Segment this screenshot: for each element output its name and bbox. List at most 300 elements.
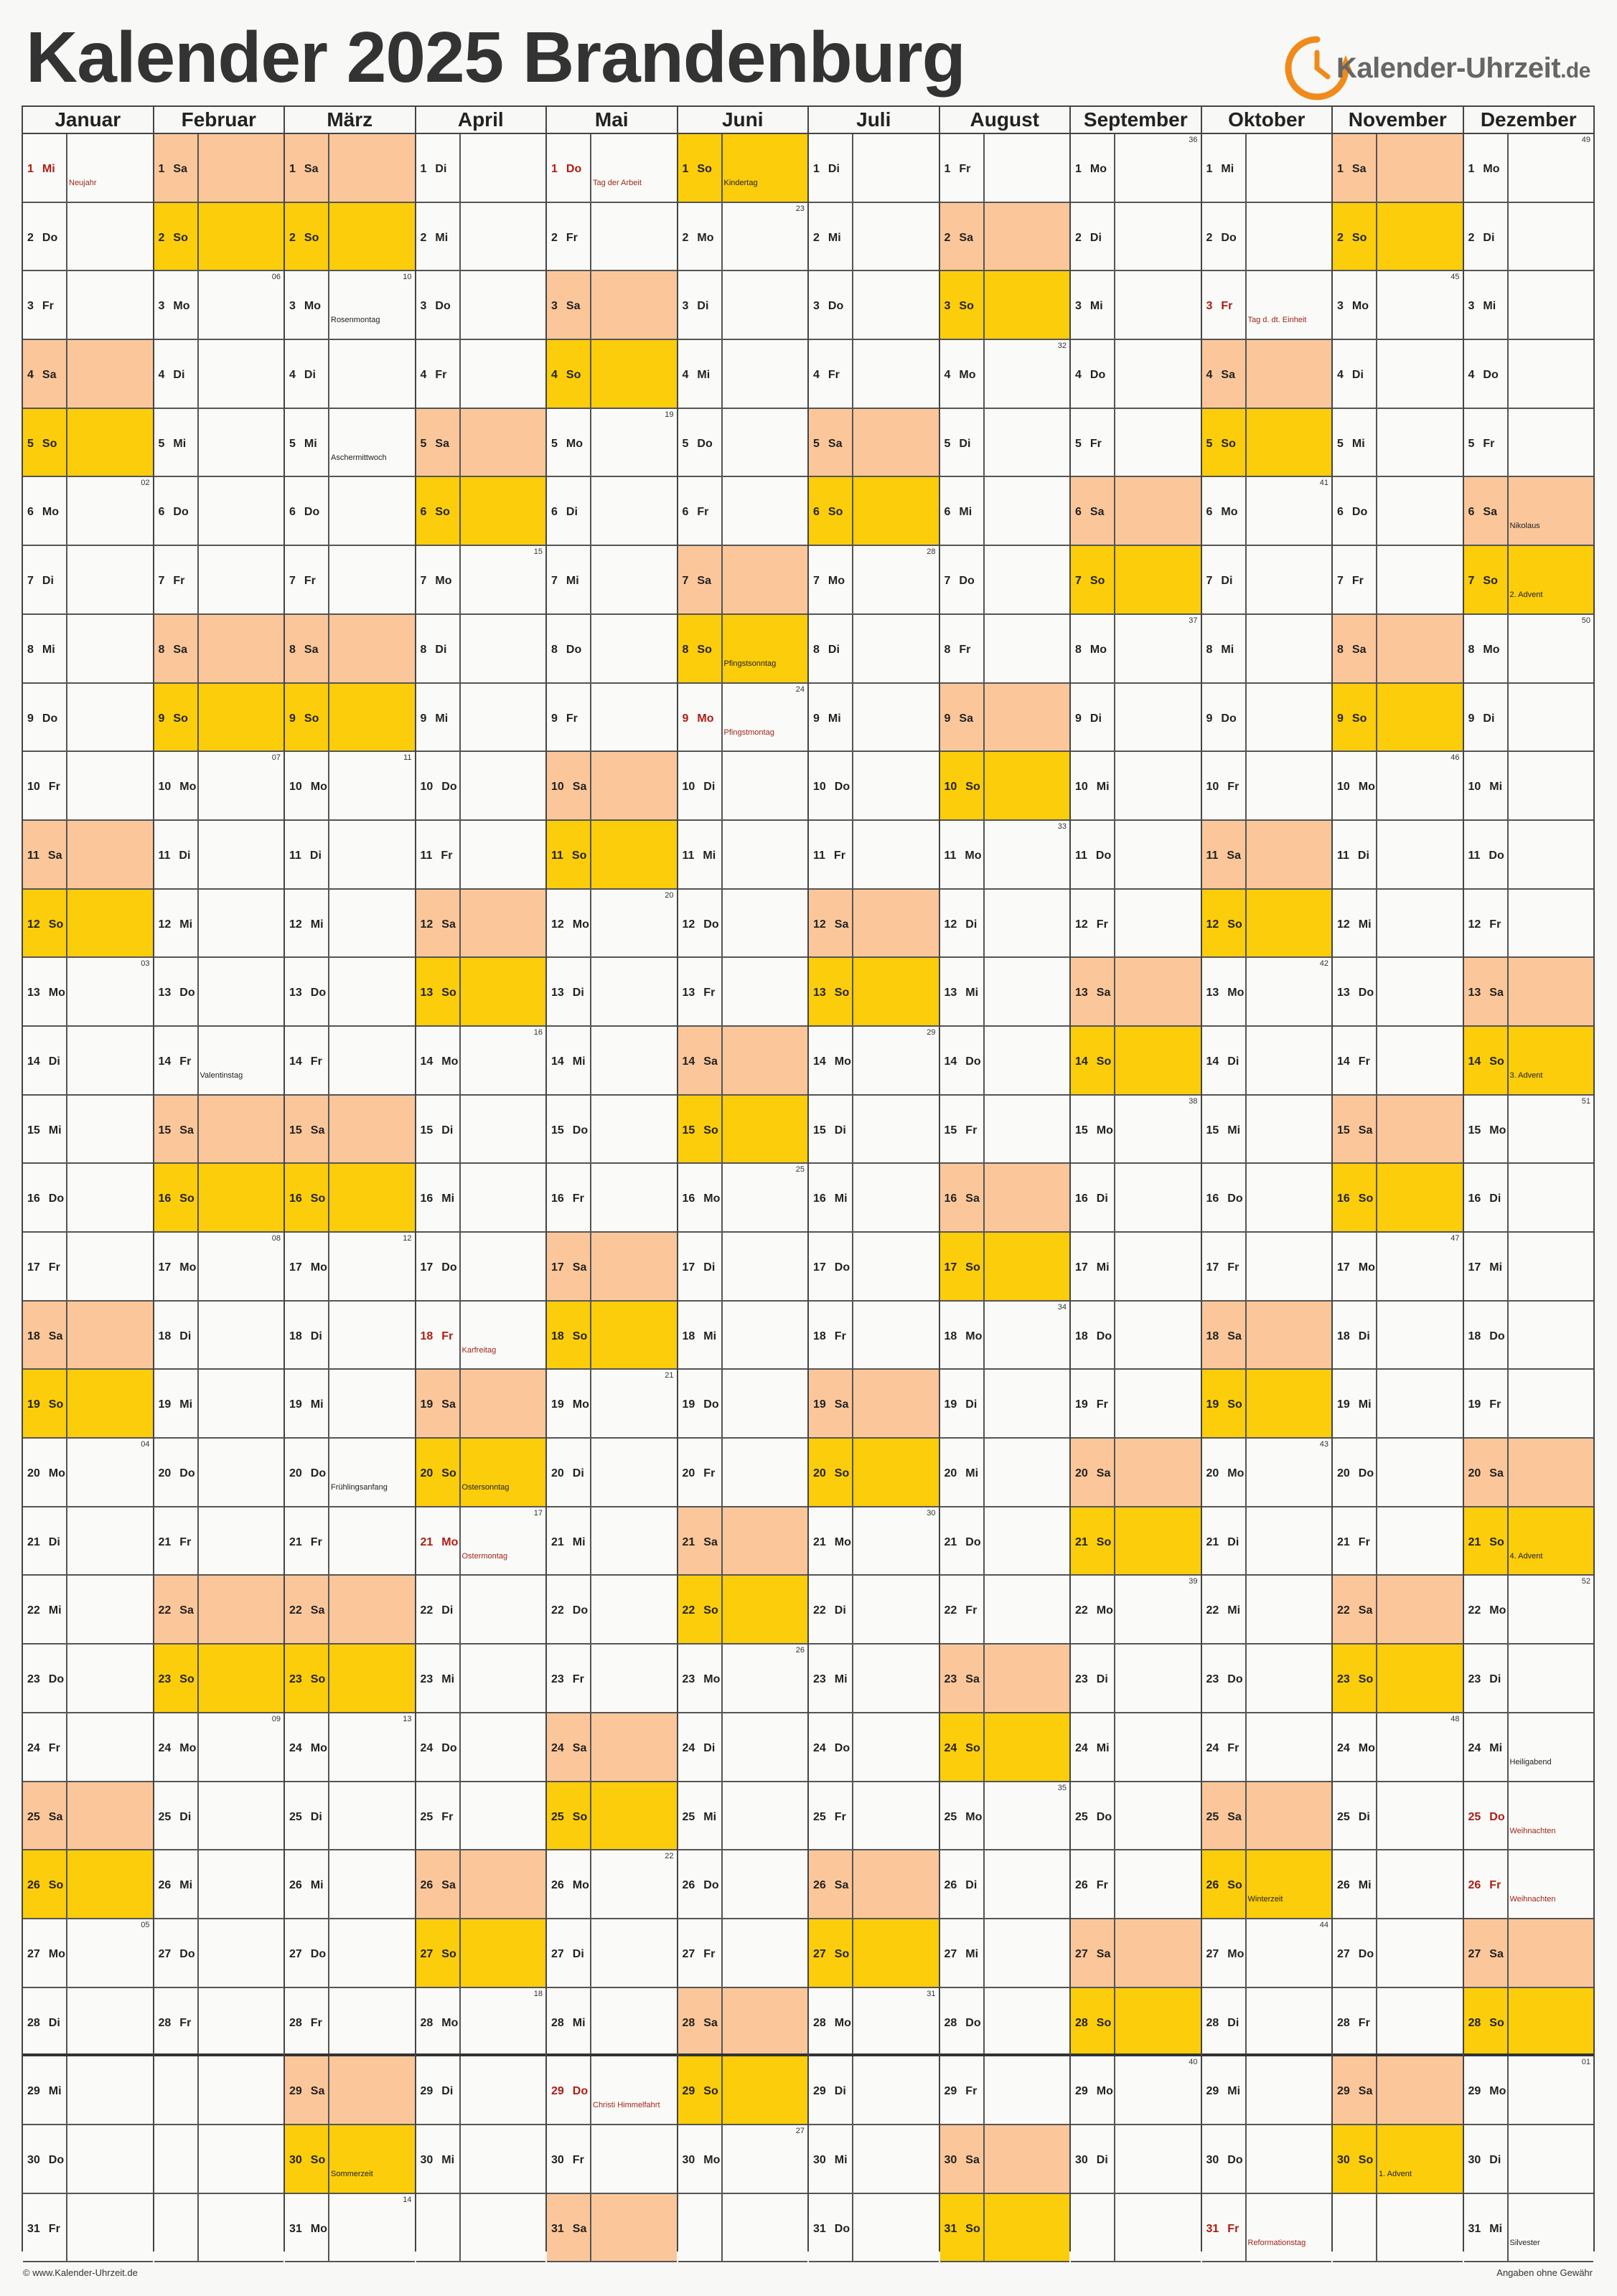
day-cell[interactable]: [285, 1027, 415, 1096]
day-cell[interactable]: [547, 1302, 677, 1370]
day-cell[interactable]: [940, 1027, 1070, 1096]
day-cell[interactable]: [809, 546, 939, 615]
day-cell[interactable]: [1071, 1919, 1201, 1988]
day-cell[interactable]: [678, 1988, 808, 2057]
day-cell[interactable]: [1202, 1164, 1332, 1233]
day-cell[interactable]: [1202, 1713, 1332, 1782]
day-cell[interactable]: [678, 1233, 808, 1302]
day-cell[interactable]: [1202, 546, 1332, 615]
day-cell[interactable]: [285, 1096, 415, 1165]
day-cell[interactable]: [1464, 340, 1594, 409]
day-cell[interactable]: [1464, 615, 1594, 684]
day-cell[interactable]: [23, 203, 153, 272]
day-cell[interactable]: [1333, 1096, 1463, 1165]
day-cell[interactable]: [809, 477, 939, 546]
day-cell[interactable]: [1333, 340, 1463, 409]
day-cell[interactable]: [285, 477, 415, 546]
day-cell[interactable]: [154, 409, 284, 478]
day-cell[interactable]: [1071, 821, 1201, 890]
day-cell[interactable]: [285, 752, 415, 821]
day-cell[interactable]: [23, 1164, 153, 1233]
day-cell[interactable]: [940, 2125, 1070, 2194]
day-cell[interactable]: [1333, 1233, 1463, 1302]
day-cell[interactable]: [23, 2125, 153, 2194]
day-cell[interactable]: [940, 752, 1070, 821]
day-cell[interactable]: [23, 1645, 153, 1713]
day-cell[interactable]: [678, 890, 808, 959]
day-cell[interactable]: [809, 821, 939, 890]
day-cell[interactable]: [547, 958, 677, 1027]
day-cell[interactable]: [416, 2056, 546, 2125]
day-cell[interactable]: [416, 890, 546, 959]
day-cell[interactable]: [547, 684, 677, 753]
day-cell[interactable]: [1333, 2125, 1463, 2194]
day-cell[interactable]: [416, 1233, 546, 1302]
day-cell[interactable]: [416, 684, 546, 753]
day-cell[interactable]: [1333, 1645, 1463, 1713]
day-cell[interactable]: [547, 546, 677, 615]
day-cell[interactable]: [809, 409, 939, 478]
day-cell[interactable]: [154, 615, 284, 684]
day-cell[interactable]: [1464, 684, 1594, 753]
day-cell[interactable]: [809, 203, 939, 272]
day-cell[interactable]: [416, 1713, 546, 1782]
day-cell[interactable]: [416, 1645, 546, 1713]
day-cell[interactable]: [809, 1645, 939, 1713]
day-cell[interactable]: [1202, 1370, 1332, 1439]
day-cell[interactable]: [285, 2056, 415, 2125]
day-cell[interactable]: [1071, 1027, 1201, 1096]
day-cell[interactable]: [1333, 1439, 1463, 1507]
day-cell[interactable]: [547, 615, 677, 684]
day-cell[interactable]: [416, 477, 546, 546]
day-cell[interactable]: [285, 271, 415, 340]
day-cell[interactable]: [1333, 752, 1463, 821]
day-cell[interactable]: [285, 340, 415, 409]
day-cell[interactable]: [1202, 615, 1332, 684]
day-cell[interactable]: [154, 1096, 284, 1165]
day-cell[interactable]: [416, 1302, 546, 1370]
day-cell[interactable]: [940, 134, 1070, 203]
day-cell[interactable]: [940, 1850, 1070, 1919]
day-cell[interactable]: [1464, 477, 1594, 546]
day-cell[interactable]: [1464, 1233, 1594, 1302]
logo[interactable]: [1278, 29, 1590, 108]
day-cell[interactable]: [1071, 752, 1201, 821]
day-cell[interactable]: [1333, 477, 1463, 546]
day-cell[interactable]: [678, 1164, 808, 1233]
day-cell[interactable]: [1202, 1988, 1332, 2057]
day-cell[interactable]: [416, 1439, 546, 1507]
day-cell[interactable]: [547, 1370, 677, 1439]
day-cell[interactable]: [678, 1645, 808, 1713]
day-cell[interactable]: [1202, 1507, 1332, 1576]
day-cell[interactable]: [940, 958, 1070, 1027]
day-cell[interactable]: [1464, 2194, 1594, 2263]
day-cell[interactable]: [547, 2194, 677, 2263]
day-cell[interactable]: [1464, 1645, 1594, 1713]
day-cell[interactable]: [1464, 752, 1594, 821]
day-cell[interactable]: [1071, 1645, 1201, 1713]
day-cell[interactable]: [1071, 409, 1201, 478]
day-cell[interactable]: [809, 1302, 939, 1370]
day-cell[interactable]: [285, 821, 415, 890]
day-cell[interactable]: [1071, 2125, 1201, 2194]
day-cell[interactable]: [809, 2056, 939, 2125]
day-cell[interactable]: [285, 1713, 415, 1782]
day-cell[interactable]: [1071, 271, 1201, 340]
day-cell[interactable]: [809, 2194, 939, 2263]
day-cell[interactable]: [1333, 134, 1463, 203]
day-cell[interactable]: [547, 203, 677, 272]
day-cell[interactable]: [940, 1096, 1070, 1165]
day-cell[interactable]: [1333, 684, 1463, 753]
day-cell[interactable]: [678, 1439, 808, 1507]
day-cell[interactable]: [285, 958, 415, 1027]
day-cell[interactable]: [678, 1850, 808, 1919]
day-cell[interactable]: [547, 271, 677, 340]
day-cell[interactable]: [940, 1988, 1070, 2057]
day-cell[interactable]: [809, 890, 939, 959]
day-cell[interactable]: [1071, 546, 1201, 615]
day-cell[interactable]: [1202, 752, 1332, 821]
day-cell[interactable]: [1202, 1439, 1332, 1507]
day-cell[interactable]: [547, 1027, 677, 1096]
day-cell[interactable]: [1071, 890, 1201, 959]
day-cell[interactable]: [1464, 203, 1594, 272]
day-cell[interactable]: [940, 1576, 1070, 1645]
day-cell[interactable]: [1202, 271, 1332, 340]
day-cell[interactable]: [416, 1164, 546, 1233]
day-cell[interactable]: [940, 271, 1070, 340]
day-cell[interactable]: [1202, 1919, 1332, 1988]
day-cell[interactable]: [23, 409, 153, 478]
day-cell[interactable]: [416, 752, 546, 821]
day-cell[interactable]: [809, 134, 939, 203]
day-cell[interactable]: [809, 1027, 939, 1096]
day-cell[interactable]: [678, 2125, 808, 2194]
day-cell[interactable]: [1333, 1027, 1463, 1096]
day-cell[interactable]: [809, 752, 939, 821]
day-cell[interactable]: [678, 409, 808, 478]
day-cell[interactable]: [285, 890, 415, 959]
day-cell[interactable]: [809, 684, 939, 753]
day-cell[interactable]: [809, 1439, 939, 1507]
day-cell[interactable]: [23, 271, 153, 340]
day-cell[interactable]: [940, 2056, 1070, 2125]
day-cell[interactable]: [154, 134, 284, 203]
day-cell[interactable]: [23, 1027, 153, 1096]
day-cell[interactable]: [940, 1370, 1070, 1439]
day-cell[interactable]: [1202, 340, 1332, 409]
day-cell[interactable]: [1464, 1302, 1594, 1370]
day-cell[interactable]: [940, 1645, 1070, 1713]
day-cell[interactable]: [1202, 1027, 1332, 1096]
day-cell[interactable]: [1071, 1576, 1201, 1645]
day-cell[interactable]: [1071, 1782, 1201, 1851]
day-cell[interactable]: [1202, 821, 1332, 890]
day-cell[interactable]: [285, 134, 415, 203]
day-cell[interactable]: [1464, 134, 1594, 203]
day-cell[interactable]: [1464, 1507, 1594, 1576]
day-cell[interactable]: [416, 203, 546, 272]
day-cell[interactable]: [154, 890, 284, 959]
day-cell[interactable]: [1464, 890, 1594, 959]
day-cell[interactable]: [154, 684, 284, 753]
day-cell[interactable]: [154, 546, 284, 615]
day-cell[interactable]: [678, 1370, 808, 1439]
day-cell[interactable]: [1464, 1027, 1594, 1096]
day-cell[interactable]: [1202, 2056, 1332, 2125]
day-cell[interactable]: [285, 1302, 415, 1370]
day-cell[interactable]: [1333, 2056, 1463, 2125]
day-cell[interactable]: [285, 1233, 415, 1302]
day-cell[interactable]: [416, 2125, 546, 2194]
day-cell[interactable]: [1071, 1370, 1201, 1439]
day-cell[interactable]: [23, 890, 153, 959]
day-cell[interactable]: [547, 752, 677, 821]
day-cell[interactable]: [678, 477, 808, 546]
day-cell[interactable]: [1464, 2125, 1594, 2194]
day-cell[interactable]: [416, 409, 546, 478]
day-cell[interactable]: [809, 1713, 939, 1782]
day-cell[interactable]: [154, 821, 284, 890]
day-cell[interactable]: [285, 203, 415, 272]
day-cell[interactable]: [416, 1507, 546, 1576]
day-cell[interactable]: [23, 1919, 153, 1988]
day-cell[interactable]: [154, 1919, 284, 1988]
day-cell[interactable]: [809, 1988, 939, 2057]
day-cell[interactable]: [1202, 2125, 1332, 2194]
day-cell[interactable]: [285, 1782, 415, 1851]
day-cell[interactable]: [285, 546, 415, 615]
day-cell[interactable]: [547, 1233, 677, 1302]
day-cell[interactable]: [940, 477, 1070, 546]
day-cell[interactable]: [1333, 409, 1463, 478]
day-cell[interactable]: [1333, 1370, 1463, 1439]
day-cell[interactable]: [154, 1988, 284, 2057]
day-cell[interactable]: [1464, 1164, 1594, 1233]
day-cell[interactable]: [416, 1782, 546, 1851]
day-cell[interactable]: [547, 1782, 677, 1851]
day-cell[interactable]: [154, 1850, 284, 1919]
day-cell[interactable]: [547, 1576, 677, 1645]
day-cell[interactable]: [1071, 958, 1201, 1027]
day-cell[interactable]: [1333, 1988, 1463, 2057]
day-cell[interactable]: [678, 134, 808, 203]
day-cell[interactable]: [678, 1096, 808, 1165]
day-cell[interactable]: [154, 958, 284, 1027]
day-cell[interactable]: [547, 340, 677, 409]
day-cell[interactable]: [1071, 477, 1201, 546]
day-cell[interactable]: [1202, 1645, 1332, 1713]
day-cell[interactable]: [1071, 203, 1201, 272]
day-cell[interactable]: [1202, 1576, 1332, 1645]
day-cell[interactable]: [285, 2125, 415, 2194]
day-cell[interactable]: [154, 1370, 284, 1439]
day-cell[interactable]: [547, 1988, 677, 2057]
day-cell[interactable]: [416, 615, 546, 684]
day-cell[interactable]: [1071, 615, 1201, 684]
day-cell[interactable]: [809, 1096, 939, 1165]
day-cell[interactable]: [416, 1576, 546, 1645]
day-cell[interactable]: [23, 615, 153, 684]
day-cell[interactable]: [23, 684, 153, 753]
day-cell[interactable]: [1202, 1850, 1332, 1919]
day-cell[interactable]: [1202, 2194, 1332, 2263]
day-cell[interactable]: [416, 1096, 546, 1165]
day-cell[interactable]: [1333, 615, 1463, 684]
day-cell[interactable]: [1071, 1439, 1201, 1507]
day-cell[interactable]: [1071, 1988, 1201, 2057]
day-cell[interactable]: [678, 752, 808, 821]
day-cell[interactable]: [1071, 2056, 1201, 2125]
day-cell[interactable]: [23, 752, 153, 821]
day-cell[interactable]: [940, 1164, 1070, 1233]
day-cell[interactable]: [809, 1850, 939, 1919]
day-cell[interactable]: [678, 271, 808, 340]
day-cell[interactable]: [154, 340, 284, 409]
day-cell[interactable]: [1464, 1850, 1594, 1919]
day-cell[interactable]: [940, 2194, 1070, 2263]
day-cell[interactable]: [1464, 1782, 1594, 1851]
day-cell[interactable]: [23, 2056, 153, 2125]
day-cell[interactable]: [1464, 1439, 1594, 1507]
day-cell[interactable]: [23, 1507, 153, 1576]
day-cell[interactable]: [285, 409, 415, 478]
day-cell[interactable]: [809, 615, 939, 684]
day-cell[interactable]: [285, 1164, 415, 1233]
day-cell[interactable]: [416, 821, 546, 890]
day-cell[interactable]: [23, 1713, 153, 1782]
day-cell[interactable]: [809, 1782, 939, 1851]
day-cell[interactable]: [940, 1233, 1070, 1302]
day-cell[interactable]: [154, 1507, 284, 1576]
day-cell[interactable]: [416, 958, 546, 1027]
day-cell[interactable]: [23, 1439, 153, 1507]
day-cell[interactable]: [547, 1096, 677, 1165]
day-cell[interactable]: [23, 1302, 153, 1370]
day-cell[interactable]: [678, 1713, 808, 1782]
day-cell[interactable]: [678, 1302, 808, 1370]
day-cell[interactable]: [940, 203, 1070, 272]
day-cell[interactable]: [23, 1096, 153, 1165]
day-cell[interactable]: [547, 2125, 677, 2194]
day-cell[interactable]: [1464, 1919, 1594, 1988]
day-cell[interactable]: [1202, 1233, 1332, 1302]
day-cell[interactable]: [809, 1164, 939, 1233]
day-cell[interactable]: [154, 271, 284, 340]
day-cell[interactable]: [1071, 1713, 1201, 1782]
day-cell[interactable]: [678, 1507, 808, 1576]
day-cell[interactable]: [23, 134, 153, 203]
day-cell[interactable]: [1464, 271, 1594, 340]
day-cell[interactable]: [285, 684, 415, 753]
day-cell[interactable]: [1071, 1233, 1201, 1302]
day-cell[interactable]: [940, 1782, 1070, 1851]
day-cell[interactable]: [547, 890, 677, 959]
day-cell[interactable]: [1071, 1164, 1201, 1233]
day-cell[interactable]: [678, 340, 808, 409]
day-cell[interactable]: [1071, 1302, 1201, 1370]
day-cell[interactable]: [678, 684, 808, 753]
day-cell[interactable]: [1333, 271, 1463, 340]
day-cell[interactable]: [809, 340, 939, 409]
day-cell[interactable]: [940, 1439, 1070, 1507]
day-cell[interactable]: [154, 477, 284, 546]
day-cell[interactable]: [285, 1439, 415, 1507]
day-cell[interactable]: [416, 134, 546, 203]
day-cell[interactable]: [1333, 203, 1463, 272]
day-cell[interactable]: [416, 340, 546, 409]
day-cell[interactable]: [547, 477, 677, 546]
day-cell[interactable]: [940, 684, 1070, 753]
day-cell[interactable]: [1202, 409, 1332, 478]
day-cell[interactable]: [416, 271, 546, 340]
day-cell[interactable]: [1202, 134, 1332, 203]
day-cell[interactable]: [809, 958, 939, 1027]
day-cell[interactable]: [678, 958, 808, 1027]
day-cell[interactable]: [154, 1164, 284, 1233]
day-cell[interactable]: [809, 1370, 939, 1439]
day-cell[interactable]: [940, 615, 1070, 684]
day-cell[interactable]: [1071, 1096, 1201, 1165]
day-cell[interactable]: [1464, 1576, 1594, 1645]
day-cell[interactable]: [547, 1439, 677, 1507]
day-cell[interactable]: [1464, 1713, 1594, 1782]
day-cell[interactable]: [1464, 821, 1594, 890]
day-cell[interactable]: [547, 1164, 677, 1233]
day-cell[interactable]: [154, 1233, 284, 1302]
day-cell[interactable]: [678, 1027, 808, 1096]
day-cell[interactable]: [23, 1850, 153, 1919]
day-cell[interactable]: [678, 821, 808, 890]
day-cell[interactable]: [23, 1782, 153, 1851]
day-cell[interactable]: [940, 821, 1070, 890]
day-cell[interactable]: [416, 1850, 546, 1919]
day-cell[interactable]: [678, 1576, 808, 1645]
day-cell[interactable]: [285, 1850, 415, 1919]
day-cell[interactable]: [1464, 1370, 1594, 1439]
day-cell[interactable]: [1202, 890, 1332, 959]
day-cell[interactable]: [1333, 890, 1463, 959]
day-cell[interactable]: [416, 1919, 546, 1988]
day-cell[interactable]: [416, 546, 546, 615]
day-cell[interactable]: [940, 1507, 1070, 1576]
day-cell[interactable]: [547, 1645, 677, 1713]
day-cell[interactable]: [154, 1782, 284, 1851]
day-cell[interactable]: [1071, 134, 1201, 203]
day-cell[interactable]: [547, 134, 677, 203]
day-cell[interactable]: [940, 546, 1070, 615]
day-cell[interactable]: [1202, 958, 1332, 1027]
day-cell[interactable]: [23, 2194, 153, 2263]
day-cell[interactable]: [1202, 1782, 1332, 1851]
day-cell[interactable]: [23, 546, 153, 615]
day-cell[interactable]: [678, 203, 808, 272]
day-cell[interactable]: [23, 477, 153, 546]
day-cell[interactable]: [23, 1576, 153, 1645]
day-cell[interactable]: [940, 890, 1070, 959]
day-cell[interactable]: [678, 1782, 808, 1851]
day-cell[interactable]: [1464, 2056, 1594, 2125]
day-cell[interactable]: [1071, 1507, 1201, 1576]
day-cell[interactable]: [940, 340, 1070, 409]
day-cell[interactable]: [1202, 1096, 1332, 1165]
day-cell[interactable]: [1202, 203, 1332, 272]
day-cell[interactable]: [547, 1713, 677, 1782]
day-cell[interactable]: [285, 615, 415, 684]
